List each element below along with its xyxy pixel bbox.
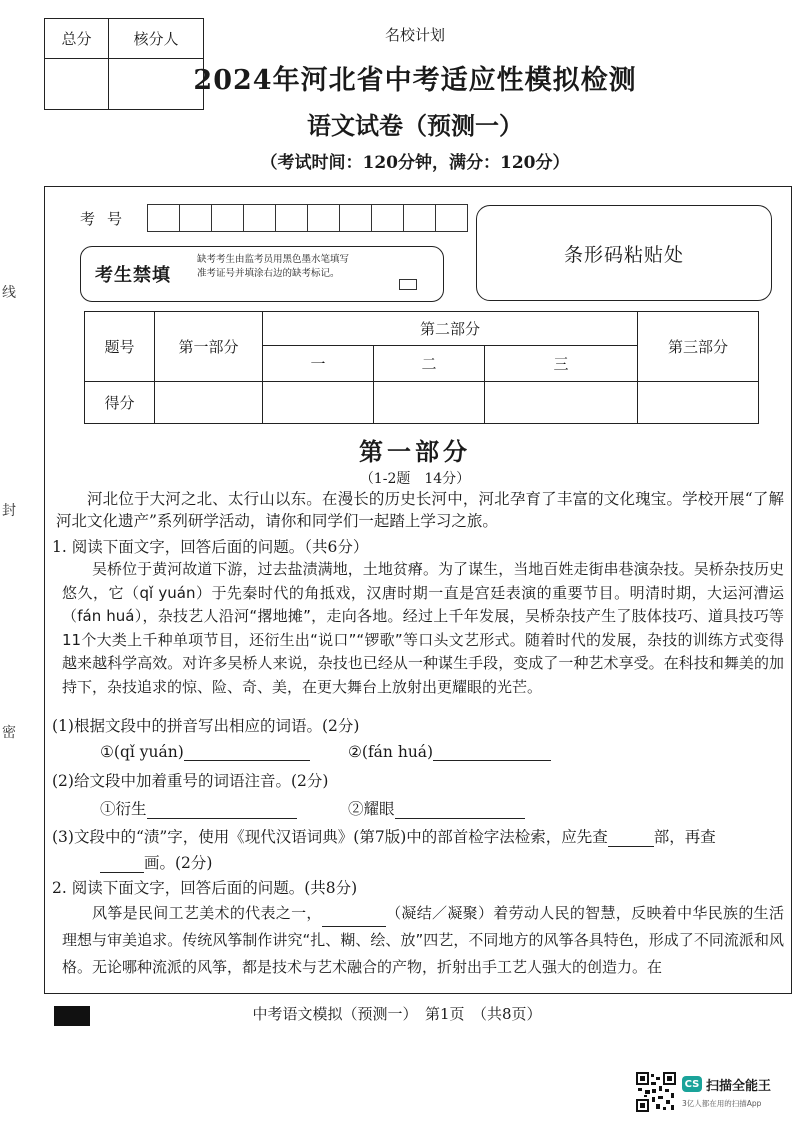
q1-sub2-b-label: ②耀眼 — [348, 800, 395, 818]
q1-sub2: (2)给文段中加着重号的词语注音。(2分) — [52, 772, 329, 790]
binding-mark-seal: 封 — [2, 503, 16, 519]
binding-mark-secret: 密 — [2, 725, 16, 741]
q1-sub3-cont — [100, 851, 212, 873]
section-range: （1-2题 14分） — [359, 471, 471, 487]
qr-code-icon — [636, 1072, 676, 1112]
school-plan: 名校计划 — [384, 26, 445, 44]
digit-box[interactable] — [179, 204, 212, 232]
camscanner-logo: CS — [682, 1076, 702, 1092]
score-cell[interactable] — [638, 382, 759, 424]
answer-blank[interactable] — [184, 742, 310, 761]
scanner-slogan: 3亿人都在用的扫描App — [682, 1099, 762, 1108]
digit-box[interactable] — [307, 204, 340, 232]
score-table — [84, 311, 759, 424]
q1-sub1: (1)根据文段中的拼音写出相应的词语。(2分) — [52, 717, 360, 735]
score-cell[interactable] — [263, 382, 374, 424]
q1-sub3 — [52, 825, 716, 847]
q2-passage-start: 风筝是民间工艺美术的代表之一， — [92, 904, 322, 922]
score-cell[interactable] — [155, 382, 263, 424]
absent-title: 考生禁填 — [95, 265, 171, 286]
score-cell[interactable] — [374, 382, 485, 424]
answer-blank[interactable] — [147, 800, 297, 819]
row-header: 题号 — [85, 312, 155, 382]
part2-sub-2: 二 — [374, 346, 485, 382]
digit-box[interactable] — [435, 204, 468, 232]
q1-sub1-b — [348, 742, 551, 761]
part2-sub-3: 三 — [485, 346, 638, 382]
q1-sub1-a — [100, 742, 310, 761]
answer-blank[interactable] — [433, 742, 551, 761]
q1-sub3-text2: 部，再查 — [653, 828, 716, 846]
digit-box[interactable] — [275, 204, 308, 232]
q1-sub1-a-label: ①(qǐ yuán) — [100, 743, 184, 761]
q2-choice: （凝结／凝聚） — [385, 904, 494, 922]
digit-box[interactable] — [371, 204, 404, 232]
digit-box[interactable] — [147, 204, 180, 232]
barcode-area — [476, 205, 772, 301]
exam-info: （考试时间：120分钟，满分：120分） — [260, 153, 570, 173]
scanner-app-name: 扫描全能王 — [706, 1079, 772, 1094]
digit-box[interactable] — [243, 204, 276, 232]
section-title: 第一部分 — [359, 437, 471, 466]
digit-box[interactable] — [403, 204, 436, 232]
exam-number-boxes[interactable] — [148, 204, 468, 232]
absent-mark-checkbox[interactable] — [399, 279, 417, 290]
q1-sub2-b — [348, 797, 525, 819]
score-label: 得分 — [85, 382, 155, 424]
intro-paragraph: 河北位于大河之北、太行山以东。在漫长的历史长河中，河北孕育了丰富的文化瑰宝。学校开展“了解河北文化遗产”系列研学活动，请你和同学们一起踏上学习之旅。 — [56, 490, 784, 530]
total-score-label: 总分 — [45, 19, 109, 59]
q1-heading: 1. 阅读下面文字，回答后面的问题。（共6分） — [52, 538, 369, 556]
q2-passage-rest: 着劳动人民的智慧，反映着中华民族的生活理想与审美追求。传统风筝制作讲究“扎、糊、绘、放”四艺，不同地方的风筝各具特色，形成了不同流派和风格。无论哪种流派的风筝，都是技术与艺术融合的产物，折射出手工艺人强大的创造力。在 — [62, 904, 784, 976]
exam-number-label: 考号 — [80, 210, 135, 228]
digit-box[interactable] — [211, 204, 244, 232]
binding-mark-line: 线 — [2, 285, 16, 301]
answer-blank[interactable] — [100, 854, 144, 873]
part1-header: 第一部分 — [155, 312, 263, 382]
answer-blank[interactable] — [322, 908, 386, 927]
q2-passage — [62, 900, 784, 981]
q1-passage: 吴桥位于黄河故道下游，过去盐渍满地，土地贫瘠。为了谋生，当地百姓走街串巷演杂技。吴桥杂技历史悠久，它（qǐ yuán）于先秦时代的角抵戏，汉唐时期一直是宫廷表演的重要节目。明清时期，大运河漕运（fán huá），杂技艺人沿河“撂地摊”，走向各地。经过上千年发展，吴桥杂技产生了肢体技巧、道具技巧等11个大类上千种单项节目，还衍生出“说口”“锣歌”等口头文艺形式。随着时代的发展，杂技的训练方式变得越来越科学高效。对许多吴桥人来说，杂技也已经从一种谋生手段，变成了一种艺术享受。在科技和舞美的加持下，杂技追求的惊、险、奇、美，在更大舞台上放射出更耀眼的光芒。 — [62, 560, 784, 696]
part2-header: 第二部分 — [263, 312, 638, 346]
absent-box — [80, 246, 444, 302]
checker-label: 核分人 — [109, 19, 204, 59]
q1-sub2-a-label: ①衍生 — [100, 800, 147, 818]
part3-header: 第三部分 — [638, 312, 759, 382]
absent-note: 缺考考生由监考员用黑色墨水笔填写准考证号并填涂右边的缺考标记。 — [197, 254, 350, 279]
part2-sub-1: 一 — [263, 346, 374, 382]
score-cell[interactable] — [485, 382, 638, 424]
exam-subtitle: 语文试卷（预测一） — [307, 111, 523, 140]
answer-blank[interactable] — [395, 800, 525, 819]
page-footer: 中考语文模拟（预测一） 第1页 （共8页） — [252, 1005, 542, 1023]
q1-sub1-b-label: ②(fán huá) — [348, 743, 434, 761]
barcode-label: 条形码粘贴处 — [563, 243, 684, 266]
answer-blank[interactable] — [608, 828, 654, 847]
q1-sub2-a — [100, 797, 297, 819]
q1-sub3-text3: 画。(2分) — [144, 854, 213, 872]
q2-heading: 2. 阅读下面文字，回答后面的问题。(共8分) — [52, 879, 358, 897]
exam-title: 2024年河北省中考适应性模拟检测 — [193, 65, 637, 96]
digit-box[interactable] — [339, 204, 372, 232]
q1-sub3-text1: (3)文段中的“渍”字，使用《现代汉语词典》(第7版)中的部首检字法检索，应先查 — [52, 828, 608, 846]
